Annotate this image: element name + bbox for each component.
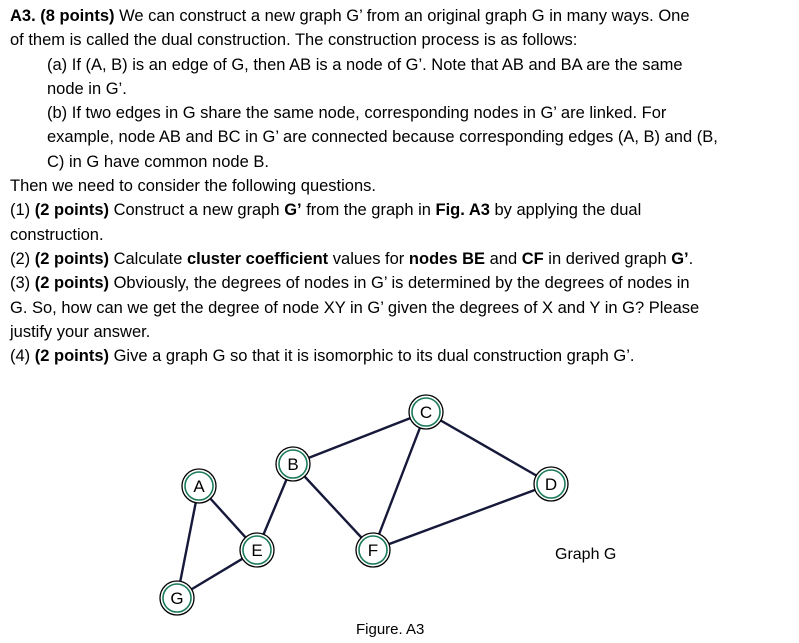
node-a — [182, 469, 216, 503]
node-d — [534, 467, 568, 501]
node-label-a: A — [193, 477, 205, 496]
figure-caption: Figure. A3 — [356, 621, 425, 638]
edge-f-d — [373, 484, 551, 550]
node-b — [276, 447, 310, 481]
rule-a-line-2: node in G’. — [47, 79, 127, 98]
question-title: A3. (8 points) — [10, 7, 115, 25]
q3-line-2: G. So, how can we get the degree of node XY in G’ given the degrees of X and Y in G? Please — [10, 298, 700, 317]
node-e — [240, 533, 274, 567]
rule-b-line-3: C) in G have common node B. — [47, 152, 269, 171]
graph-g-diagram — [0, 380, 799, 643]
q2-line: (2) (2 points) Calculate cluster coefficient values for nodes BE and CF in derived graph G’. — [10, 249, 694, 268]
rule-b-line-2: example, node AB and BC in G’ are connected because corresponding edges (A, B) and (B, — [47, 128, 718, 147]
node-label-f: F — [367, 541, 379, 560]
node-label-g: G — [170, 589, 184, 608]
figure-a3 — [0, 380, 799, 643]
q3-line-1: (3) (2 points) Obviously, the degrees of nodes in G’ is determined by the degrees of nodes in — [10, 274, 690, 293]
intro-line-2: of them is called the dual construction. The construction process is as follows: — [10, 31, 578, 50]
q3-line-3: justify your answer. — [10, 322, 151, 341]
node-g — [160, 581, 194, 615]
node-label-d: D — [544, 475, 558, 494]
node-c — [409, 395, 443, 429]
question-text — [10, 4, 795, 368]
q1-line-1: (1) (2 points) Construct a new graph G’ from the graph in Fig. A3 by applying the dual — [10, 201, 642, 220]
node-f — [356, 533, 390, 567]
intro-line-1: A3. (8 points) We can construct a new graph G’ from an original graph G in many ways. One — [10, 7, 690, 25]
q4-line: (4) (2 points) Give a graph G so that it is isomorphic to its dual construction graph G’. — [10, 347, 635, 366]
rule-a-line-1: (a) If (A, B) is an edge of G, then AB is a node of G’. Note that AB and BA are the same — [47, 55, 683, 74]
node-label-e: E — [251, 541, 263, 560]
edge-c-f — [373, 412, 426, 550]
node-label-c: C — [419, 403, 433, 422]
node-label-b: B — [287, 455, 299, 474]
graph-edges — [177, 412, 551, 598]
then-line: Then we need to consider the following questions. — [10, 177, 376, 196]
q1-line-2: construction. — [10, 225, 104, 244]
graph-label: Graph G — [555, 546, 617, 563]
rule-b-line-1: (b) If two edges in G share the same node, corresponding nodes in G’ are linked. For — [47, 104, 667, 123]
edge-c-d — [426, 412, 551, 484]
edge-b-c — [293, 412, 426, 464]
